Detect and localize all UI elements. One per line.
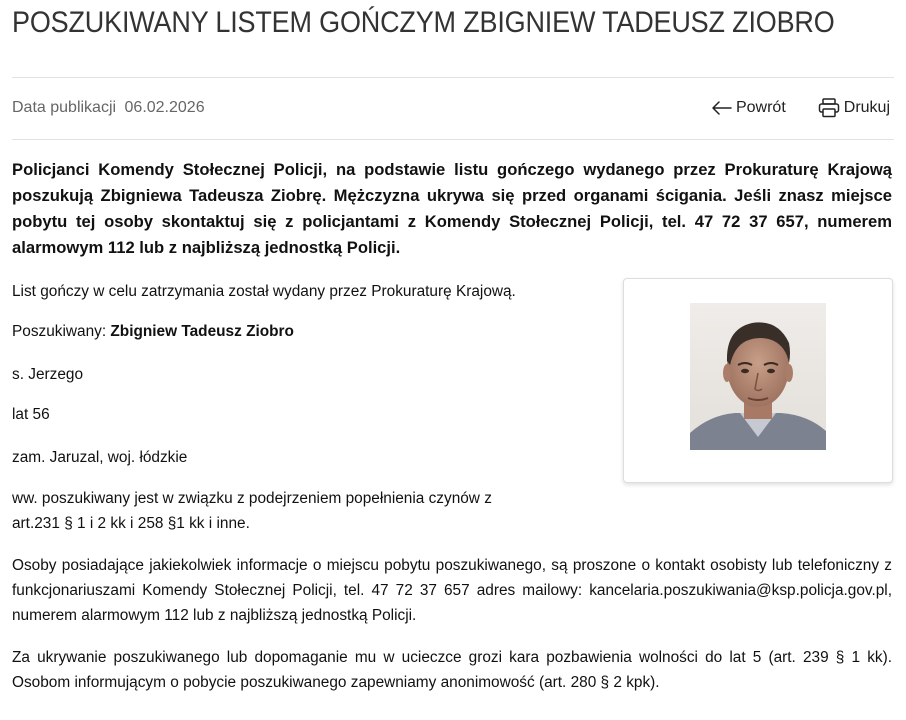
page-title: POSZUKIWANY LISTEM GOŃCZYM ZBIGNIEW TADEUSZ ZIOBRO <box>12 6 835 39</box>
age-text: lat 56 <box>12 406 50 423</box>
publication-date-label: Data publikacji <box>12 99 117 116</box>
wanted-person <box>12 321 294 343</box>
father-name: s. Jerzego <box>12 366 84 383</box>
wanted-name: Zbigniew Tadeusz Ziobro <box>110 323 294 340</box>
arrow-left-icon <box>712 101 732 115</box>
divider-bottom <box>12 139 894 140</box>
warning-paragraph: Za ukrywanie poszukiwanego lub dopomaganie mu w ucieczce grozi kara pozbawienia wolności do lat 5 (art. 239 § 1 kk). Osobom informującym o pobycie poszukiwanego zapewniamy anonimowość (art. 280 § 2 kpk). <box>12 649 892 691</box>
portrait-photo[interactable] <box>690 303 826 450</box>
back-label: Powrót <box>735 99 786 116</box>
printer-icon <box>818 98 840 118</box>
print-label: Drukuj <box>843 99 890 116</box>
publication-date <box>12 99 205 117</box>
back-link[interactable] <box>712 98 786 118</box>
article-actions <box>712 98 890 118</box>
residence-text: zam. Jaruzal, woj. łódzkie <box>12 449 188 466</box>
charges-line-1: ww. poszukiwany jest w związku z podejrzeniem popełnienia czynów z <box>12 490 492 507</box>
divider-top <box>12 77 894 78</box>
issued-by-text: List gończy w celu zatrzymania został wydany przez Prokuraturę Krajową. <box>12 283 516 300</box>
charges-line-2: art.231 § 1 i 2 kk i 258 §1 kk i inne. <box>12 515 250 532</box>
contact-paragraph: Osoby posiadające jakiekolwiek informacje o miejscu pobytu poszukiwanego, są proszone o kontakt osobisty lub telefoniczny z funkcjonariuszami Komendy Stołecznej Policji, tel. 47 72 37 657 adres mailowy: kancelaria.poszukiwania@ksp.policja.gov.pl, numerem alarmowym 112 lub z najbliższą jednostką Policji. <box>12 557 892 624</box>
lead-paragraph: Policjanci Komendy Stołecznej Policji, na podstawie listu gończego wydanego przez Prokuraturę Krajową poszukują Zbigniewa Tadeusza Ziobrę. Mężczyzna ukrywa się przed organami ścigania. Jeśli znasz miejsce pobytu tej osoby skontaktuj się z policjantami z Komendy Stołecznej Policji, tel. 47 72 37 657, numerem alarmowym 112 lub z najbliższą jednostką Policji. <box>12 160 892 257</box>
wanted-label: Poszukiwany: <box>12 323 107 340</box>
print-button[interactable] <box>818 98 890 118</box>
publication-date-value: 06.02.2026 <box>124 99 205 116</box>
photo-card[interactable] <box>623 278 893 483</box>
